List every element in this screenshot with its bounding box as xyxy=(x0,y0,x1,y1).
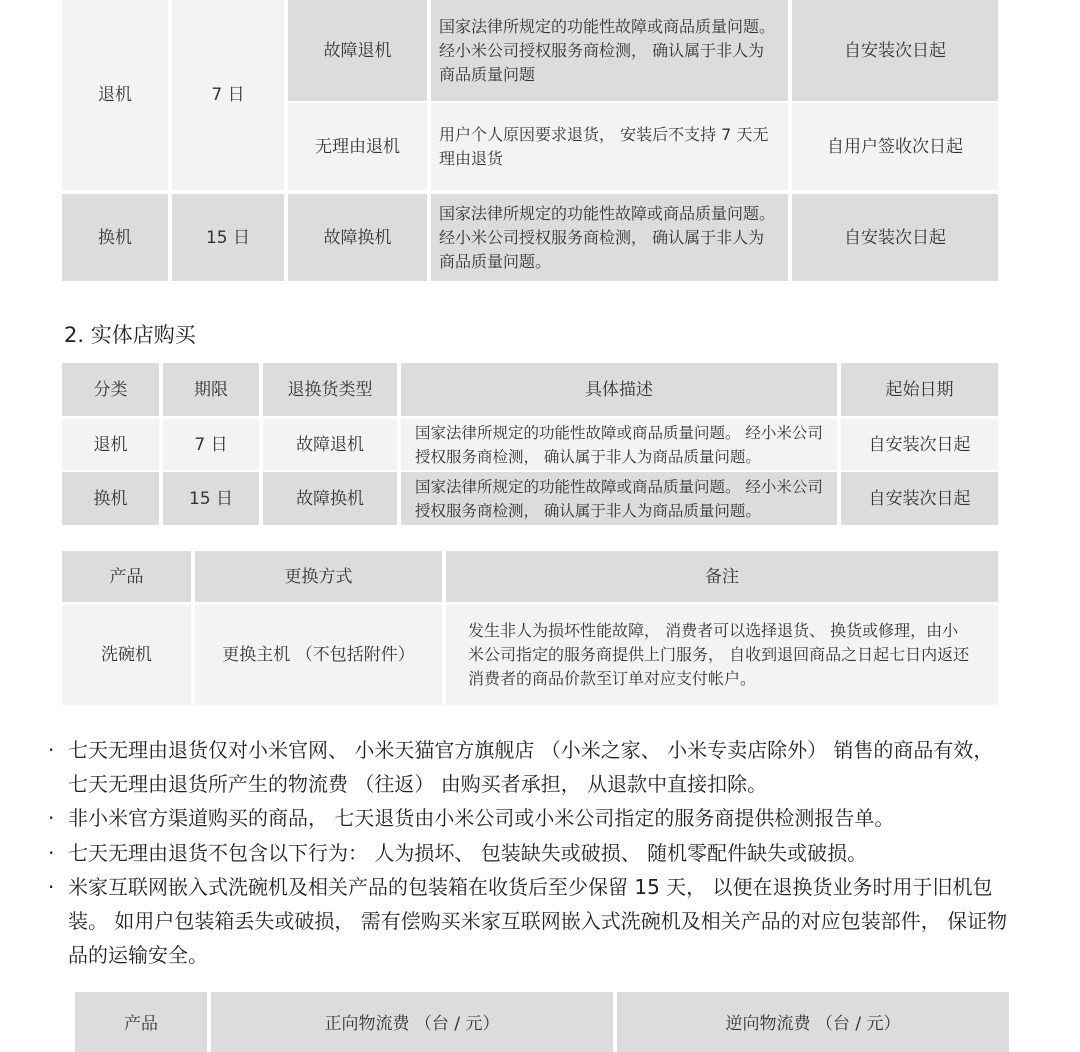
table2-cell: 换机 xyxy=(62,472,159,525)
table3-header: 备注 xyxy=(446,551,998,602)
table4-header: 产品 xyxy=(75,992,207,1052)
table1-period-exchange: 15 日 xyxy=(172,194,284,281)
note-item: · 非小米官方渠道购买的商品， 七天退货由小米公司或小米公司指定的服务商提供检测报告单。 xyxy=(48,806,895,830)
table2-header: 期限 xyxy=(163,363,259,416)
table1-start-fault-return: 自安装次日起 xyxy=(792,0,998,101)
table1-start-fault-exchange: 自安装次日起 xyxy=(792,194,998,281)
table1-desc-fault-exchange: 国家法律所规定的功能性故障或商品质量问题。经小米公司授权服务商检测， 确认属于非人为商品质量问题。 xyxy=(431,194,788,281)
table2-header: 具体描述 xyxy=(401,363,837,416)
table1-type-fault-return: 故障退机 xyxy=(288,0,427,101)
table2-header: 分类 xyxy=(62,363,159,416)
table3-cell: 洗碗机 xyxy=(62,605,191,705)
table2-cell: 国家法律所规定的功能性故障或商品质量问题。 经小米公司授权服务商检测， 确认属于非人为商品质量问题。 xyxy=(401,472,837,525)
table1-category-exchange: 换机 xyxy=(62,194,168,281)
table2-cell: 7 日 xyxy=(163,419,259,470)
note-item: · 米家互联网嵌入式洗碗机及相关产品的包装箱在收货后至少保留 15 天， 以便在退换货业务时用于旧机包装。 如用户包装箱丢失或破损， 需有偿购买米家互联网嵌入式洗碗机及相关产品的对应包装部件， 保证物品的运输安全。 xyxy=(48,875,1008,967)
table2-cell: 故障退机 xyxy=(263,419,397,470)
table3-cell: 更换主机 （不包括附件） xyxy=(195,605,442,705)
table3-header: 产品 xyxy=(62,551,191,602)
table3-cell: 发生非人为损坏性能故障， 消费者可以选择退货、 换货或修理，由小米公司指定的服务商提供上门服务， 自收到退回商品之日起七日内返还消费者的商品价款至订单对应支付帐户。 xyxy=(446,605,998,705)
table4-header: 正向物流费 （台 / 元） xyxy=(211,992,613,1052)
table1-type-fault-exchange: 故障换机 xyxy=(288,194,427,281)
note-item: · 七天无理由退货不包含以下行为： 人为损坏、 包装缺失或破损、 随机零配件缺失或破损。 xyxy=(48,841,868,865)
section-title-store-purchase: 2. 实体店购买 xyxy=(64,323,196,347)
table2-cell: 国家法律所规定的功能性故障或商品质量问题。 经小米公司授权服务商检测， 确认属于非人为商品质量问题。 xyxy=(401,419,837,470)
table2-header: 退换货类型 xyxy=(263,363,397,416)
table2-cell: 退机 xyxy=(62,419,159,470)
table1-desc-no-reason-return: 用户个人原因要求退货， 安装后不支持 7 天无理由退货 xyxy=(431,103,788,190)
table1-desc-fault-return: 国家法律所规定的功能性故障或商品质量问题。经小米公司授权服务商检测， 确认属于非人为商品质量问题 xyxy=(431,0,788,101)
table1-period-return: 7 日 xyxy=(172,0,284,190)
table2-cell: 自安装次日起 xyxy=(841,419,998,470)
table4-header: 逆向物流费 （台 / 元） xyxy=(617,992,1009,1052)
table2-cell: 15 日 xyxy=(163,472,259,525)
table3-header: 更换方式 xyxy=(195,551,442,602)
table2-header: 起始日期 xyxy=(841,363,998,416)
note-item: · 七天无理由退货仅对小米官网、 小米天猫官方旗舰店 （小米之家、 小米专卖店除外） 销售的商品有效， 七天无理由退货所产生的物流费 （往返） 由购买者承担， 从退款中直接扣除。 xyxy=(48,738,994,796)
table2-cell: 自安装次日起 xyxy=(841,472,998,525)
table1-type-no-reason-return: 无理由退机 xyxy=(288,103,427,190)
table1-category-return: 退机 xyxy=(62,0,168,190)
table2-cell: 故障换机 xyxy=(263,472,397,525)
table1-start-no-reason-return: 自用户签收次日起 xyxy=(792,103,998,190)
